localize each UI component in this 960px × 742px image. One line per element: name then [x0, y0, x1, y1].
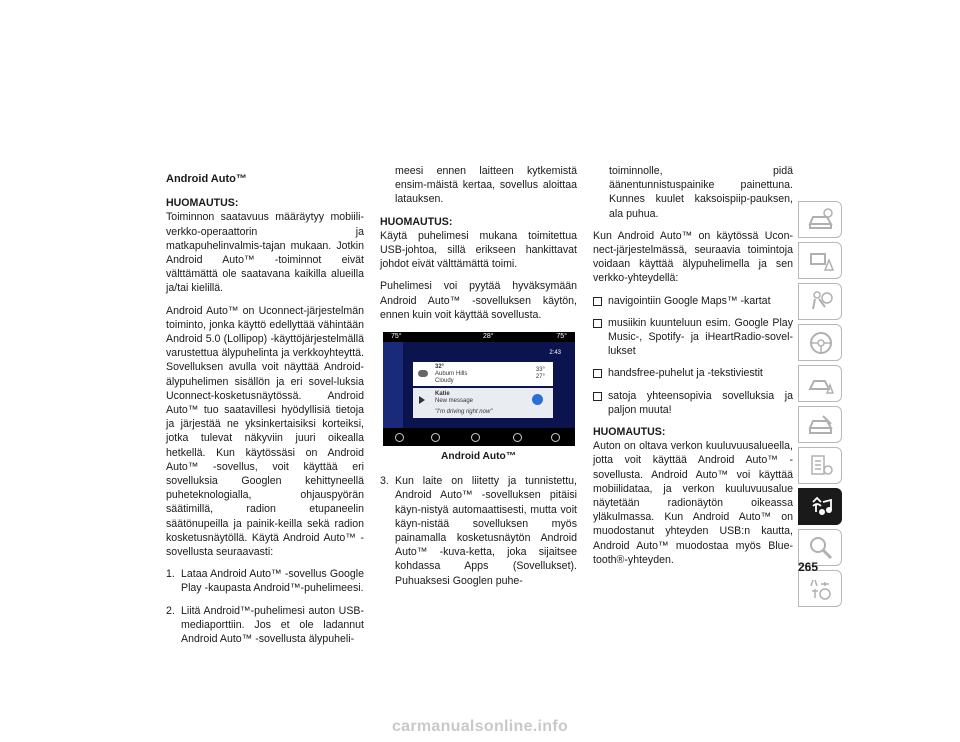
note-1-label: HUOMAUTUS: [166, 197, 239, 210]
weather-desc: Cloudy [435, 378, 454, 385]
step-3-number: 3. [380, 475, 389, 488]
languages-icon [807, 576, 835, 602]
screen-top-bar [383, 332, 575, 342]
warning-lights-icon [807, 248, 835, 274]
cloud-icon [418, 370, 428, 377]
chapter-tabs [798, 201, 842, 611]
bullet-item [593, 294, 793, 308]
approval-paragraph: Puhelimesi voi pyytää hyväksymään Android Auto™ -sovelluksen käytön, ennen kuin voit käyttää sovellusta. [380, 280, 577, 321]
screen-bottom-bar [383, 428, 575, 446]
service-icon [807, 412, 835, 438]
bullet-text: handsfree-puhelut ja -tekstiviestit [608, 367, 763, 380]
contact-msg: "I'm driving right now" [435, 409, 493, 416]
page-number: 265 [798, 560, 819, 574]
features-paragraph: Kun Android Auto™ on käytössä Ucon-nect-järjestelmässä, seuraavia toimintoja voidaan käyttää älypuhelimella ja sen verkko-yhteydellä: [593, 229, 793, 285]
multimedia-icon [807, 494, 835, 520]
step-3-continued: toiminnolle, pidä äänentunnistuspainike painettuna. Kunnes kuulet kaksoispiip-pauksen, ala puhua. [609, 165, 793, 220]
bullet-text: navigointiin Google Maps™ -kartat [608, 294, 771, 307]
weather-lo: 27° [535, 374, 545, 381]
android-auto-screen-image [383, 332, 575, 446]
play-icon [419, 396, 425, 404]
note-1 [166, 196, 364, 295]
weather-place: Auburn Hills [435, 371, 468, 378]
note-3-text: Auton on oltava verkon kuuluvuusalueella, jotta voit käyttää Android Auto™ -sovellusta. Android Auto™ voi käyttää mobiilidataa, ja verkon kuuluvuusalue näytetään radionäytön oikeassa yläkulmassa. Kun Android Auto™ on muodostanut yhteyden USB:n kautta, Android Auto™ muodostaa myös Blue-tooth®-yhteyden. [593, 440, 793, 566]
specifications-icon [807, 453, 835, 479]
safety-airbag-icon [807, 289, 835, 315]
step-1-number: 1. [166, 568, 175, 581]
steering-wheel-icon [807, 330, 835, 356]
column-2 [380, 164, 577, 596]
home-icon [471, 433, 480, 442]
tab-driving[interactable] [798, 324, 842, 361]
tab-safety[interactable] [798, 283, 842, 320]
message-card [413, 388, 553, 418]
audio-icon [513, 433, 522, 442]
note-1-text: Toiminnon saatavuus määräytyy mobiili-verkko-operaattorin ja matkapuhelinvalmis-tajan mukaan. Jotkin Android Auto™ -toiminnot eivät välttämättä ole saatavana kaikilla alueilla ja/tai kielillä. [166, 211, 364, 295]
step-3 [380, 474, 577, 588]
note-2-label: HUOMAUTUS: [380, 215, 453, 228]
step-2-text: Liitä Android™-puhelimesi auton USB-mediaporttiin. Jos et ole ladannut Android Auto™ -sovellusta älypuheli- [181, 604, 364, 646]
tab-emergency[interactable] [798, 365, 842, 402]
emergency-icon [807, 371, 835, 397]
tab-multimedia[interactable] [798, 488, 842, 525]
tab-service[interactable] [798, 406, 842, 443]
search-index-icon [807, 535, 835, 561]
contact-avatar [532, 394, 543, 405]
screen-side-panel [383, 342, 403, 428]
step-3-text: Kun laite on liitetty ja tunnistettu, Android Auto™ -sovelluksen pitäisi käyn-nistyä automaattisesti, mutta voit käyn-nistää sovelluksen myös painamalla kosketusnäytön Android Auto™ -kuva-ketta, joka sijaitsee kohdassa Apps (Sovellukset). Puhuaksesi Googlen puhe- [395, 475, 577, 587]
bullet-text: musiikin kuunteluun esim. Google Play Music-, Spotify- ja iHeartRadio-sovel-lukset [608, 316, 793, 358]
tab-languages[interactable] [798, 570, 842, 607]
step-2-number: 2. [166, 604, 175, 617]
note-3-label: HUOMAUTUS: [593, 426, 666, 439]
intro-paragraph: Android Auto™ on Uconnect-järjestelmän toiminto, jonka käyttö edellyttää vähintään Android 5.0 (Lollipop) -käyttöjärjestelmällä varustettua älypuhelinta ja verkkoyhteyttä. Sovelluksen avulla voit näyttää Android-älypuhelimen sisällön ja eri sovel-luksia Uconnect-kosketusnäytössä. Android Auto™ tuo saatavillesi hyödyllisiä tietoja ja järjestää ne yksinkertaisiksi korteiksi, jotka tulevat näkyviin juuri oikealla hetkellä. Kun käytössäsi on Android Auto™ -sovellus, voit käyttää eri sovelluksia Googlen kehittyneellä puheteknologialla, ohjauspyörän säätimillä, radion etupaneelin säätönupeilla ja painik-keilla sekä radion kosketusnäytöllä. Käytä Android Auto™ -sovellusta seuraavasti: [166, 304, 364, 559]
contact-name: Katie [435, 391, 450, 398]
screen-temp-right: 75° [556, 333, 567, 341]
nav-icon [395, 433, 404, 442]
checkbox-bullet-icon [593, 392, 602, 401]
car-info-icon [807, 207, 835, 233]
phone-icon [431, 433, 440, 442]
note-2-text: Käytä puhelimesi mukana toimitettua USB-johtoa, sillä erikseen hankittavat johdot eivät välttämättä toimi. [380, 229, 577, 271]
note-2 [380, 215, 577, 272]
bullet-item [593, 366, 793, 380]
tab-warning-lights[interactable] [798, 242, 842, 279]
section-title: Android Auto™ [166, 173, 247, 185]
bullet-item [593, 389, 793, 417]
screen-temp-left: 75° [391, 333, 402, 341]
image-caption: Android Auto™ [441, 451, 516, 463]
checkbox-bullet-icon [593, 369, 602, 378]
exit-icon [551, 433, 560, 442]
weather-temp: 32° [435, 364, 445, 371]
tab-specifications[interactable] [798, 447, 842, 484]
bullet-text: satoja yhteensopivia sovelluksia ja paljon muuta! [608, 389, 793, 416]
contact-sub: New message [435, 398, 474, 405]
weather-card [413, 362, 553, 386]
column-3 [593, 164, 793, 575]
step-2 [166, 604, 364, 647]
bullet-item [593, 316, 793, 359]
tab-car-info[interactable] [798, 201, 842, 238]
screen-temp-center: 28° [483, 333, 494, 341]
checkbox-bullet-icon [593, 297, 602, 306]
weather-hi: 33° [535, 367, 545, 374]
watermark-footer: carmanualsonline.info [391, 718, 569, 735]
checkbox-bullet-icon [593, 319, 602, 328]
step-1 [166, 567, 364, 595]
screen-clock: 2:43 [549, 350, 561, 357]
step-1-text: Lataa Android Auto™ -sovellus Google Play -kaupasta Android™-puhelimeesi. [181, 568, 364, 595]
column-1 [166, 172, 364, 654]
note-3 [593, 425, 793, 567]
step-2-continued: meesi ennen laitteen kytkemistä ensim-mäistä kertaa, sovellus aloittaa latauksen. [395, 165, 577, 206]
